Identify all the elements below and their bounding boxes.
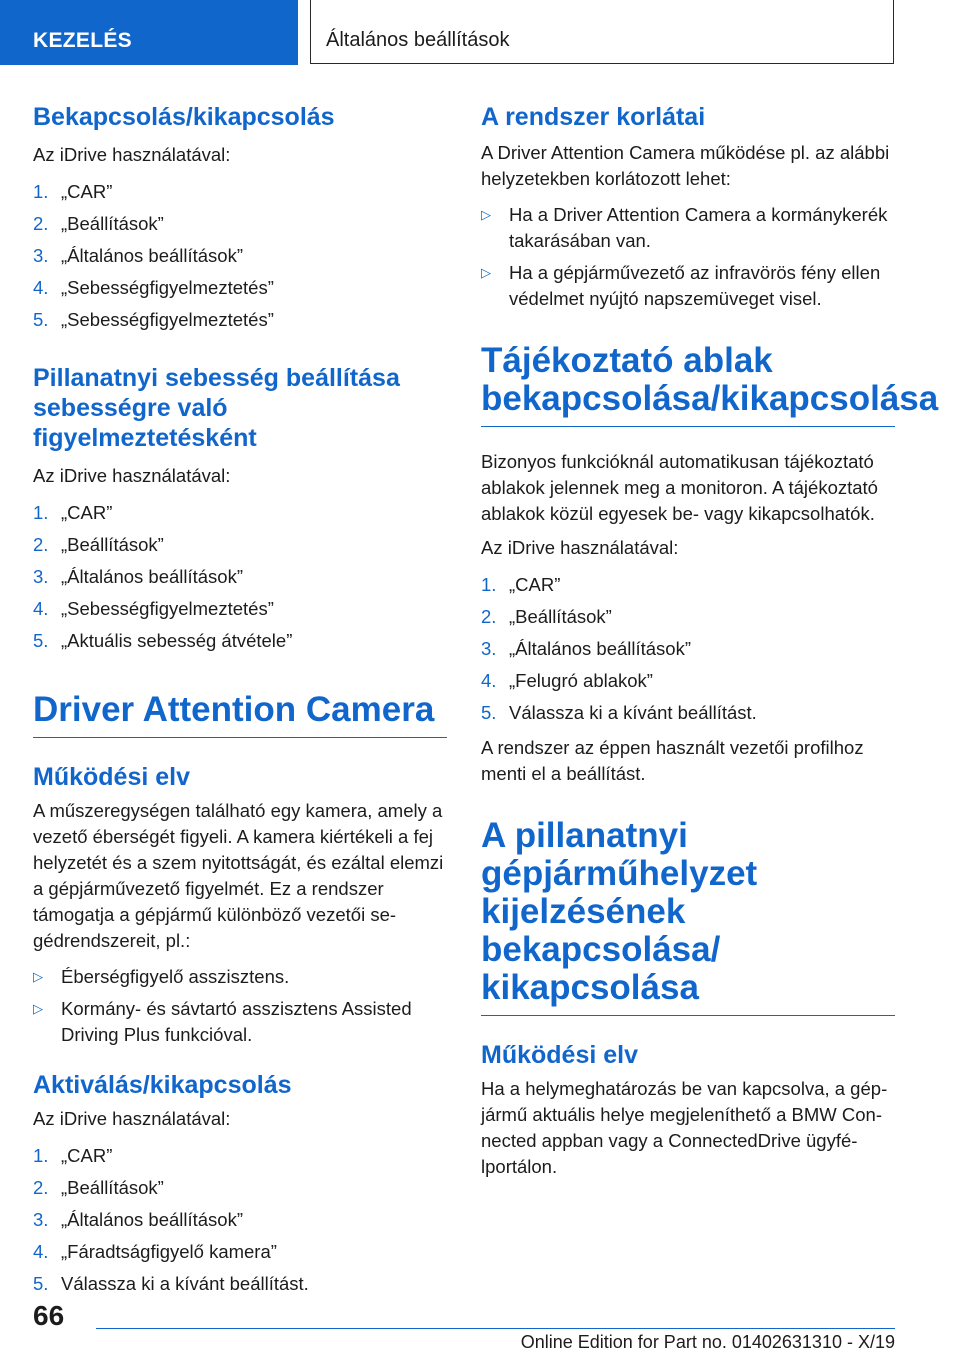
list-item: 3. „Általános beállítások” (33, 566, 244, 587)
header-title: Általános beállítások (326, 29, 510, 51)
bullet-list (33, 964, 447, 1048)
list-item: 1. „CAR” (33, 1145, 113, 1166)
list-item: 5. Válassza ki a kívánt beállítást. (33, 1273, 309, 1294)
list-item: ▷ Ha a Driver Attention Camera a kormánykerék takarásában van. (481, 204, 888, 251)
body-paragraph: Ha a helymeghatározás be van kapcsolva, a gépjármű aktuális helye megjeleníthető a BMW Connected appban vagy a ConnectedDrive ügyfélportálon. (481, 1078, 888, 1177)
heading-pillanatnyi: Pillanatnyi sebesség beállítása sebességre való figyelmeztetésként (33, 364, 400, 452)
list-item: 5. „Sebességfigyelmeztetés” (33, 309, 274, 330)
footer-edition: Online Edition for Part no. 01402631310 - X/19 (520, 1332, 895, 1352)
heading-driver-attention-camera: Driver Attention Camera (33, 691, 447, 738)
list-item: ▷ Kormány- és sávtartó asszisztens Assisted Driving Plus funkcióval. (33, 998, 412, 1045)
header-title-box (310, 0, 894, 64)
section-label: KEZELÉS (33, 29, 132, 52)
intro-text: Az iDrive használatával: (481, 537, 679, 558)
intro-text: Az iDrive használatával: (33, 465, 231, 486)
page-number: 66 (33, 1300, 65, 1331)
steps-list (33, 176, 447, 336)
body-paragraph: A Driver Attention Camera működése pl. az alábbi helyzetekben korlátozott lehet: (481, 142, 890, 189)
list-item: 3. „Általános beállítások” (33, 1209, 244, 1230)
left-column (33, 102, 447, 1300)
list-item: 4. „Sebességfigyelmeztetés” (33, 277, 274, 298)
right-column (481, 102, 939, 1180)
body-paragraph: A műszeregységen található egy kamera, amely a vezető éberségét figyeli. A kamera kiértékeli a fej helyzetét és a szem nyitottságát, és ezáltal elemzi a gépjárművezető figyelmét. Ez a rendszer támogatja a gépjármű különböző vezetői segédrendszereit, pl.: (33, 800, 444, 951)
heading-gepjarmuhelyzet: A pillanatnyi gépjárműhelyzet kijelzésének bekapcsolása/ kikapcsolása (481, 817, 895, 1016)
steps-list (481, 569, 895, 729)
triangle-bullet-icon: ▷ (481, 207, 491, 222)
steps-list (33, 497, 447, 657)
list-item: 5. „Aktuális sebesség átvétele” (33, 630, 293, 651)
list-item: 2. „Beállítások” (33, 1177, 164, 1198)
heading-tajekoztato-ablak: Tájékoztató ablak bekapcsolása/kikapcsolása (481, 342, 895, 427)
list-item: 2. „Beállítások” (481, 606, 612, 627)
bullet-list (481, 202, 895, 312)
list-item: ▷ Ha a gépjárművezető az infravörös fény ellen védelmet nyújtó napszemüveget visel. (481, 262, 881, 309)
section-tab (0, 0, 298, 65)
list-item: 2. „Beállítások” (33, 213, 164, 234)
body-paragraph: A rendszer az éppen használt vezetői profilhoz menti el a beállítást. (481, 737, 864, 784)
list-item: 3. „Általános beállítások” (481, 638, 692, 659)
triangle-bullet-icon: ▷ (33, 969, 43, 984)
list-item: 3. „Általános beállítások” (33, 245, 244, 266)
footer-divider (96, 1328, 895, 1329)
list-item: 2. „Beállítások” (33, 534, 164, 555)
body-paragraph: Bizonyos funkcióknál automatikusan tájékoztató ablakok jelennek meg a monitoron. A tájékoztató ablakok közül egyesek be- vagy kikapcsolhatók. (481, 451, 878, 524)
list-item: 4. „Fáradtságfigyelő kamera” (33, 1241, 277, 1262)
heading-bekapcsolas: Bekapcsolás/kikapcsolás (33, 103, 335, 131)
list-item: 5. Válassza ki a kívánt beállítást. (481, 702, 757, 723)
triangle-bullet-icon: ▷ (33, 1001, 43, 1016)
intro-text: Az iDrive használatával: (33, 144, 231, 165)
heading-mukodesi-elv: Működési elv (481, 1041, 638, 1069)
heading-rendszer-korlatai: A rendszer korlátai (481, 103, 706, 131)
heading-aktivalas: Aktiválás/kikapcsolás (33, 1071, 292, 1099)
list-item: ▷ Éberségfigyelő asszisztens. (33, 964, 447, 990)
list-item: 1. „CAR” (33, 502, 113, 523)
heading-mukodesi-elv: Működési elv (33, 763, 190, 791)
list-item: 4. „Sebességfigyelmeztetés” (33, 598, 274, 619)
list-item: 1. „CAR” (481, 574, 561, 595)
intro-text: Az iDrive használatával: (33, 1108, 231, 1129)
triangle-bullet-icon: ▷ (481, 265, 491, 280)
steps-list (33, 1140, 447, 1300)
list-item: 1. „CAR” (33, 181, 113, 202)
list-item: 4. „Felugró ablakok” (481, 670, 653, 691)
